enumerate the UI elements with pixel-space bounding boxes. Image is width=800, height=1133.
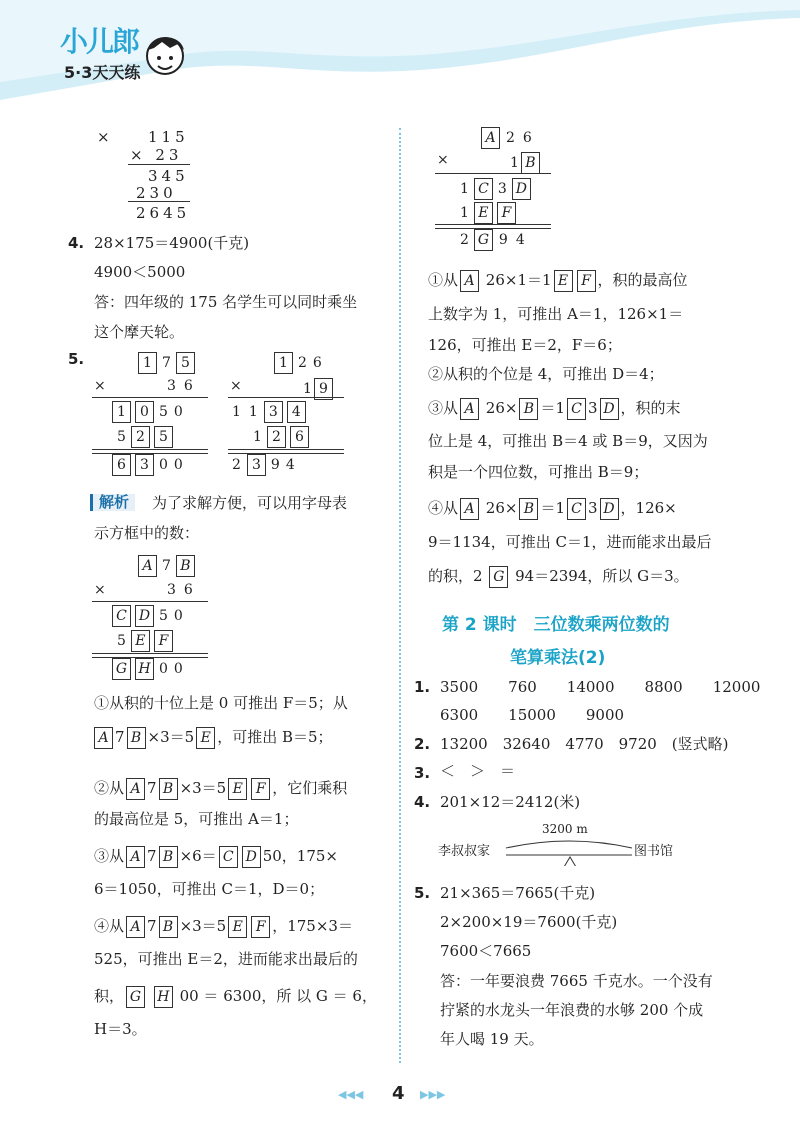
column-divider: [399, 128, 401, 1063]
r-step1-3: 126，可推出 E＝2，F＝6；: [428, 336, 622, 354]
a2-number: 2.: [414, 735, 431, 753]
q4-answer: 答：四年级的 175 名学生可以同时乘坐: [94, 293, 358, 311]
step4-text: ④从 A 7 B ×3＝5 E F ，175×3＝: [94, 916, 353, 938]
calc-row: 230: [136, 184, 177, 202]
times-mark: ×: [97, 128, 110, 146]
q5-number: 5.: [68, 350, 85, 368]
calc-row: × 23: [130, 146, 183, 164]
a5-line: 7600＜7665: [440, 942, 532, 960]
analysis-letter-calc: A 7 B × 36 C D 5 0 5 E F G H 0 0: [92, 555, 212, 680]
a5-line: 21×365＝7665(千克): [440, 884, 596, 902]
calc-row: 115: [148, 128, 189, 146]
q4-line: 4900＜5000: [94, 263, 186, 281]
a1-values: 3500 760 14000 8800 12000: [440, 678, 761, 696]
home-label: 李叔叔家: [438, 844, 491, 859]
analysis-text: 为了求解方便，可以用字母表: [152, 494, 348, 512]
distance-diagram: [438, 822, 708, 867]
right-letter-calc: A 2 6 × 1 B 1 C 3 D 1 E F 2 G 9 4: [435, 127, 555, 252]
lesson-title-2: 笔算乘法(2): [510, 648, 606, 668]
library-label: 图书馆: [634, 844, 674, 859]
r-step2: ②从积的个位是 4，可推出 D＝4；: [428, 365, 664, 383]
step2-text: ②从 A 7 B ×3＝5 E F ，它们乘积: [94, 778, 347, 800]
logo-subtitle: 5·3天天练: [64, 63, 141, 82]
step1-text: ①从积的十位上是 0 可推出 F＝5；从: [94, 694, 348, 712]
analysis-text: 示方框中的数：: [94, 524, 200, 542]
step4-text-3: 积， G H 00 ＝ 6300，所 以 G ＝ 6，: [94, 986, 377, 1008]
logo: 小儿郎: [60, 25, 139, 58]
page-number: 4: [392, 1083, 405, 1104]
a3-number: 3.: [414, 764, 431, 782]
r-step3: ③从 A 26× B ＝1 C 3 D ，积的末: [428, 398, 681, 420]
calc-row: 2645: [136, 204, 191, 222]
next-arrows-icon: ▶▶▶: [420, 1088, 446, 1101]
step4-text-2: 525，可推出 E＝2，进而能求出最后的: [94, 950, 358, 968]
analysis-tag: 解析: [90, 494, 135, 511]
r-step3-3: 积是一个四位数，可推出 B＝9；: [428, 463, 649, 481]
prev-arrows-icon: ◀◀◀: [338, 1088, 364, 1101]
q4-line: 28×175＝4900(千克): [94, 234, 250, 252]
distance-label: 3200 m: [542, 822, 588, 836]
a2-values: 13200 32640 4770 9720 (竖式略): [440, 735, 729, 753]
a4-number: 4.: [414, 793, 431, 811]
step3-text-2: 6＝1050，可推出 C＝1，D＝0；: [94, 880, 325, 898]
r-step4-2: 9＝1134，可推出 C＝1，进而能求出最后: [428, 533, 712, 551]
a5-answer: 答：一年要浪费 7665 千克水。一个没有: [440, 972, 713, 990]
a5-line: 2×200×19＝7600(千克): [440, 913, 618, 931]
a1-values: 6300 15000 9000: [440, 706, 625, 724]
a3-values: ＜ ＞ ＝: [440, 762, 516, 780]
a4-text: 201×12＝2412(米): [440, 793, 581, 811]
step1-text-2: A 7 B ×3＝5 E ，可推出 B＝5；: [92, 727, 333, 749]
r-step3-2: 位上是 4，可推出 B＝4 或 B＝9，又因为: [428, 432, 708, 450]
a1-number: 1.: [414, 678, 431, 696]
q4-number: 4.: [68, 234, 85, 252]
q4-answer: 这个摩天轮。: [94, 323, 185, 341]
step4-text-4: H＝3。: [94, 1020, 147, 1038]
r-step1: ①从 A 26×1＝1 E F ，积的最高位: [428, 270, 688, 292]
r-step4: ④从 A 26× B ＝1 C 3 D ，126×: [428, 498, 677, 520]
boy-mascot-icon: [140, 28, 190, 82]
r-step1-2: 上数字为 1，可推出 A＝1，126×1＝: [428, 305, 684, 323]
a5-number: 5.: [414, 884, 431, 902]
r-step4-3: 的积，2 G 94＝2394，所以 G＝3。: [428, 566, 689, 588]
calc-row: 345: [148, 167, 189, 185]
lesson-title: 第 2 课时 三位数乘两位数的: [442, 615, 670, 635]
a5-answer: 拧紧的水龙头一年浪费的水够 200 个成: [440, 1001, 704, 1019]
step3-text: ③从 A 7 B ×6＝ C D 50，175×: [94, 846, 338, 868]
q5-vertical-calc-2: 1 2 6 × 1 9 1 1 3 4 1 2 6 2 3 9 4: [228, 352, 348, 477]
a5-answer: 年人喝 19 天。: [440, 1030, 544, 1048]
q5-vertical-calc-1: 1 7 5 × 36 1 0 5 0 5 2 5 6 3 0 0: [92, 352, 212, 477]
step2-text-2: 的最高位是 5，可推出 A＝1；: [94, 810, 299, 828]
